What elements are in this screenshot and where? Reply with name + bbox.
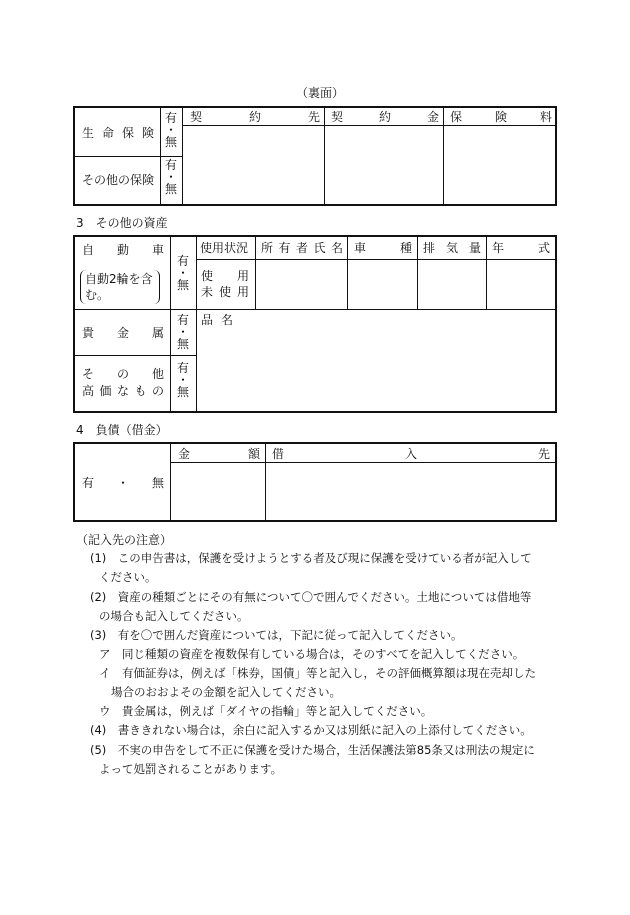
note-line: (2) 資産の種類ごとにその有無について〇で囲んでください。土地については借地等 — [90, 590, 532, 604]
other-valuables-mark: 有 ・ 無 — [176, 361, 189, 399]
usage-in-use: 使 用 — [201, 269, 249, 283]
header-premium: 保 険 料 — [450, 110, 552, 124]
header-contract-amount: 契 約 金 — [331, 110, 439, 124]
note-line: (5) 不実の申告をして不正に保護を受けた場合，生活保護法第85条又は刑法の規定に — [90, 743, 535, 757]
note-line: (1) この申告書は，保護を受けようとする者及び現に保護を受けている者が記入して — [90, 551, 532, 565]
life-insurance-label: 生 命 保 険 — [82, 126, 154, 140]
header-debt-amount: 金 額 — [178, 447, 260, 461]
other-valuables-label2: 高 価 な も の — [82, 384, 164, 398]
car-sub-line1: 自動2輪を含 — [85, 272, 153, 286]
header-lender: 借 入 先 — [272, 447, 550, 461]
life-insurance-mark: 有 ・ 無 — [164, 111, 177, 149]
note-line: (3) 有を〇で囲んだ資産については，下記に従って記入してください。 — [90, 628, 463, 642]
note-line: 場合のおおよその金額を記入してください。 — [111, 685, 341, 699]
precious-metals-mark: 有 ・ 無 — [176, 313, 189, 351]
header-model-year: 年 式 — [492, 241, 550, 255]
car-label: 自 動 車 — [82, 243, 164, 257]
note-line: ア 同じ種類の資産を複数保有している場合は，そのすべてを記入してください。 — [99, 647, 525, 661]
car-mark: 有 ・ 無 — [176, 254, 189, 292]
car-sub-line2: む。 — [85, 288, 110, 302]
note-line: ください。 — [99, 570, 157, 584]
other-insurance-mark: 有 ・ 無 — [164, 158, 177, 196]
header-contract-party: 契 約 先 — [190, 110, 320, 124]
page-heading: （裏面） — [296, 86, 345, 100]
section3-title: 3 その他の資産 — [76, 216, 168, 230]
other-valuables-label1: そ の 他 — [82, 367, 164, 381]
precious-metals-label: 貴 金 属 — [82, 326, 164, 340]
note-line: ウ 貴金属は，例えば「ダイヤの指輪」等と記入してください。 — [99, 704, 433, 718]
header-displacement: 排 気 量 — [423, 241, 481, 255]
note-line: よって処罰されることがあります。 — [99, 762, 283, 776]
header-car-model: 車 種 — [354, 241, 412, 255]
usage-header: 使用状況 — [200, 241, 249, 255]
item-name-header: 品 名 — [201, 313, 233, 327]
note-line: の場合も記入してください。 — [99, 609, 249, 623]
note-line: (4) 書ききれない場合は，余白に記入するか又は別紙に記入の上添付してください。 — [90, 723, 532, 737]
other-insurance-label: その他の保険 — [82, 173, 155, 187]
section4-title: 4 負債（借金） — [76, 423, 168, 437]
usage-not-in-use: 未 使 用 — [201, 285, 249, 299]
note-line: イ 有価証券は，例えば「株券，国債」等と記入し，その評価概算額は現在売却した — [99, 666, 536, 680]
header-owner-name: 所 有 者 氏 名 — [261, 241, 343, 255]
notes-title: （記入先の注意） — [76, 533, 173, 547]
debt-mark-label: 有 ・ 無 — [82, 476, 164, 490]
